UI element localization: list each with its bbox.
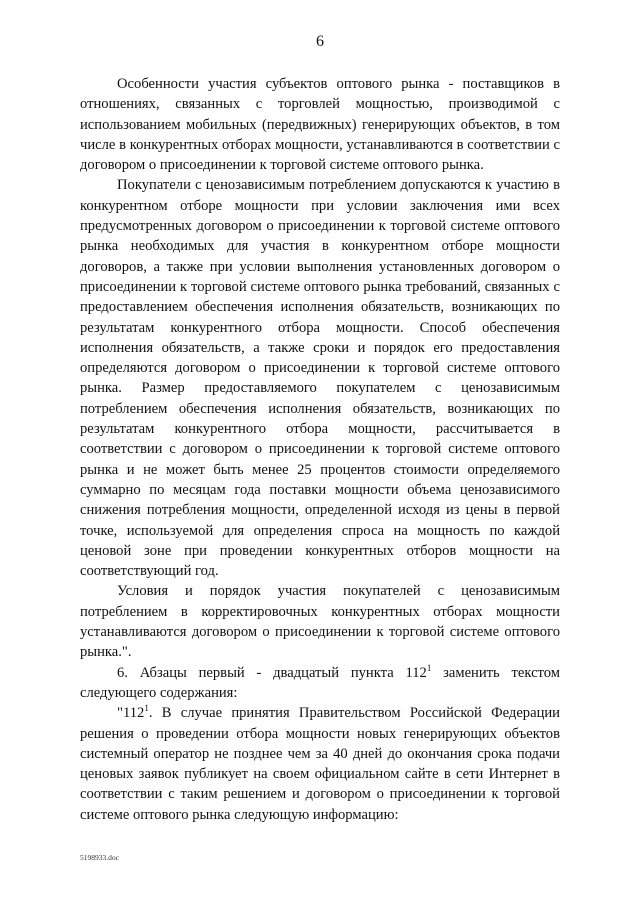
amendment-6-superscript: 1 — [426, 662, 432, 673]
paragraph-mobile-generation: Особенности участия субъектов оптового рынка - поставщиков в отношениях, связанных с торговлей мощностью, производимой с использованием мобильных (передвижных) генерирующих объектов, в том числе в конкурентных отборах мощности, устанавливаются в соответствии с договором о присоединении к торговой системе оптового рынка. — [80, 76, 560, 174]
document-body — [80, 74, 560, 825]
paragraph-price-dependent-buyers: Покупатели с ценозависимым потреблением допускаются к участию в конкурентном отборе мощности при условии заключения ими всех предусмотренных договором о присоединении к торговой системе оптового рынка необходимых для участия в конкурентном отборе мощности договоров, а также при условии выполнения установленных договором о присоединении к торговой системе оптового рынка требований, связанных с предоставлением обеспечения исполнения обязательств, возникающих по результатам конкурентного отбора мощности. Способ обеспечения исполнения обязательств, а также сроки и порядок его предоставления определяются договором о присоединении к торговой системе оптового рынка. Размер предоставляемого покупателем с ценозависимым потреблением обеспечения исполнения обязательств, возникающих по результатам конкурентного отбора мощности, рассчитывается в соответствии с договором о присоединении к торговой системе оптового рынка и не может быть менее 25 процентов стоимости определяемого суммарно по месяцам года поставки мощности объема ценозависимого снижения потребления мощности, определенной исходя из цены в первой точке, используемой для определения спроса на мощность по каждой ценовой зоне при проведении конкурентных отборов мощности на соответствующий год. — [80, 177, 560, 580]
paragraph-amendment-6 — [80, 663, 560, 704]
document-filename-footer: 5198933.doc — [80, 853, 119, 862]
clause-112-1-text-end: . В случае принятия Правительством Российской Федерации решения о проведении отбора мощности новых генерирующих объектов системный оператор не позднее чем за 40 дней до окончания срока подачи ценовых заявок публикует на своем официальном сайте в сети Интернет в соответствии с таким решением и договором о присоединении к торговой системе оптового рынка следующую информацию: — [80, 705, 560, 823]
paragraph-clause-112-1 — [80, 703, 560, 825]
clause-112-1-text-start: "112 — [117, 705, 145, 722]
page-number: 6 — [316, 33, 324, 50]
clause-112-1-superscript: 1 — [144, 703, 149, 714]
amendment-6-text-start: 6. Абзацы первый - двадцатый пункта 112 — [117, 664, 427, 681]
amendment-6-text-end: заменить текстом следующего содержания: — [80, 664, 560, 701]
paragraph-corrective-selection: Условия и порядок участия покупателей с ценозависимым потреблением в корректировочных конкурентных отборах мощности устанавливаются договором о присоединении к торговой системе оптового рынка.". — [80, 583, 560, 661]
